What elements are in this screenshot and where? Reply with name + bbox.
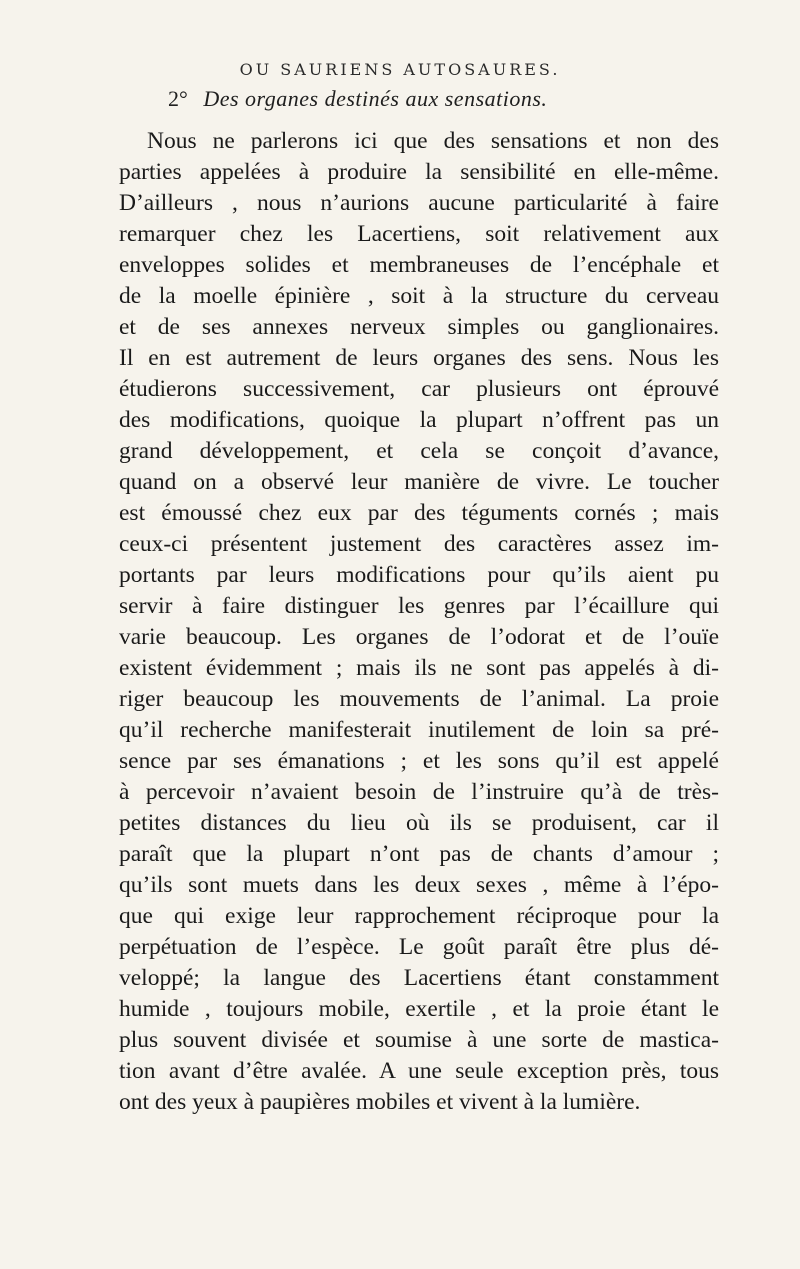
text-line: varie beaucoup. Les organes de l’odorat et de l’ouïe [119,624,719,650]
section-title [168,86,547,112]
text-line: qu’il recherche manifesterait inutilement de loin sa pré- [119,717,719,743]
text-line: quand on a observé leur manière de vivre. Le toucher [119,469,719,495]
text-line: D’ailleurs , nous n’aurions aucune particularité à faire [119,190,719,216]
text-line: existent évidemment ; mais ils ne sont pas appelés à di- [119,655,719,681]
text-line: tion avant d’être avalée. A une seule exception près, tous [119,1058,719,1084]
text-line: Il en est autrement de leurs organes des sens. Nous les [119,345,719,371]
text-line: que qui exige leur rapprochement réciproque pour la [119,903,719,929]
text-line: qu’ils sont muets dans les deux sexes , même à l’épo- [119,872,719,898]
text-line: à percevoir n’avaient besoin de l’instruire qu’à de très- [119,779,719,805]
text-line: ont des yeux à paupières mobiles et vivent à la lumière. [119,1089,641,1115]
text-line: veloppé; la langue des Lacertiens étant constamment [119,965,719,991]
text-line: ceux-ci présentent justement des caractères assez im- [119,531,719,557]
text-line: Nous ne parlerons ici que des sensations et non des [147,128,719,154]
text-line: riger beaucoup les mouvements de l’animal. La proie [119,686,719,712]
text-line: paraît que la plupart n’ont pas de chants d’amour ; [119,841,719,867]
text-line: servir à faire distinguer les genres par l’écaillure qui [119,593,719,619]
body-paragraph [119,126,719,1118]
text-line: étudierons successivement, car plusieurs ont éprouvé [119,376,719,402]
text-line: enveloppes solides et membraneuses de l’encéphale et [119,252,719,278]
text-line: de la moelle épinière , soit à la structure du cerveau [119,283,719,309]
text-line: grand développement, et cela se conçoit d’avance, [119,438,719,464]
text-line: humide , toujours mobile, exertile , et la proie étant le [119,996,719,1022]
text-line: plus souvent divisée et soumise à une sorte de mastica- [119,1027,719,1053]
running-head: OU SAURIENS AUTOSAURES. [239,60,561,79]
text-line: est émoussé chez eux par des téguments cornés ; mais [119,500,719,526]
text-line: parties appelées à produire la sensibilité en elle-même. [119,159,719,185]
text-line: perpétuation de l’espèce. Le goût paraît être plus dé- [119,934,719,960]
text-line: remarquer chez les Lacertiens, soit relativement aux [119,221,719,247]
section-number: 2° [168,86,188,111]
section-title-text: Des organes destinés aux sensations. [203,86,548,111]
text-line: portants par leurs modifications pour qu’ils aient pu [119,562,719,588]
text-line: des modifications, quoique la plupart n’offrent pas un [119,407,719,433]
text-line: sence par ses émanations ; et les sons qu’il est appelé [119,748,719,774]
text-line: et de ses annexes nerveux simples ou ganglionaires. [119,314,719,340]
text-line: petites distances du lieu où ils se produisent, car il [119,810,719,836]
